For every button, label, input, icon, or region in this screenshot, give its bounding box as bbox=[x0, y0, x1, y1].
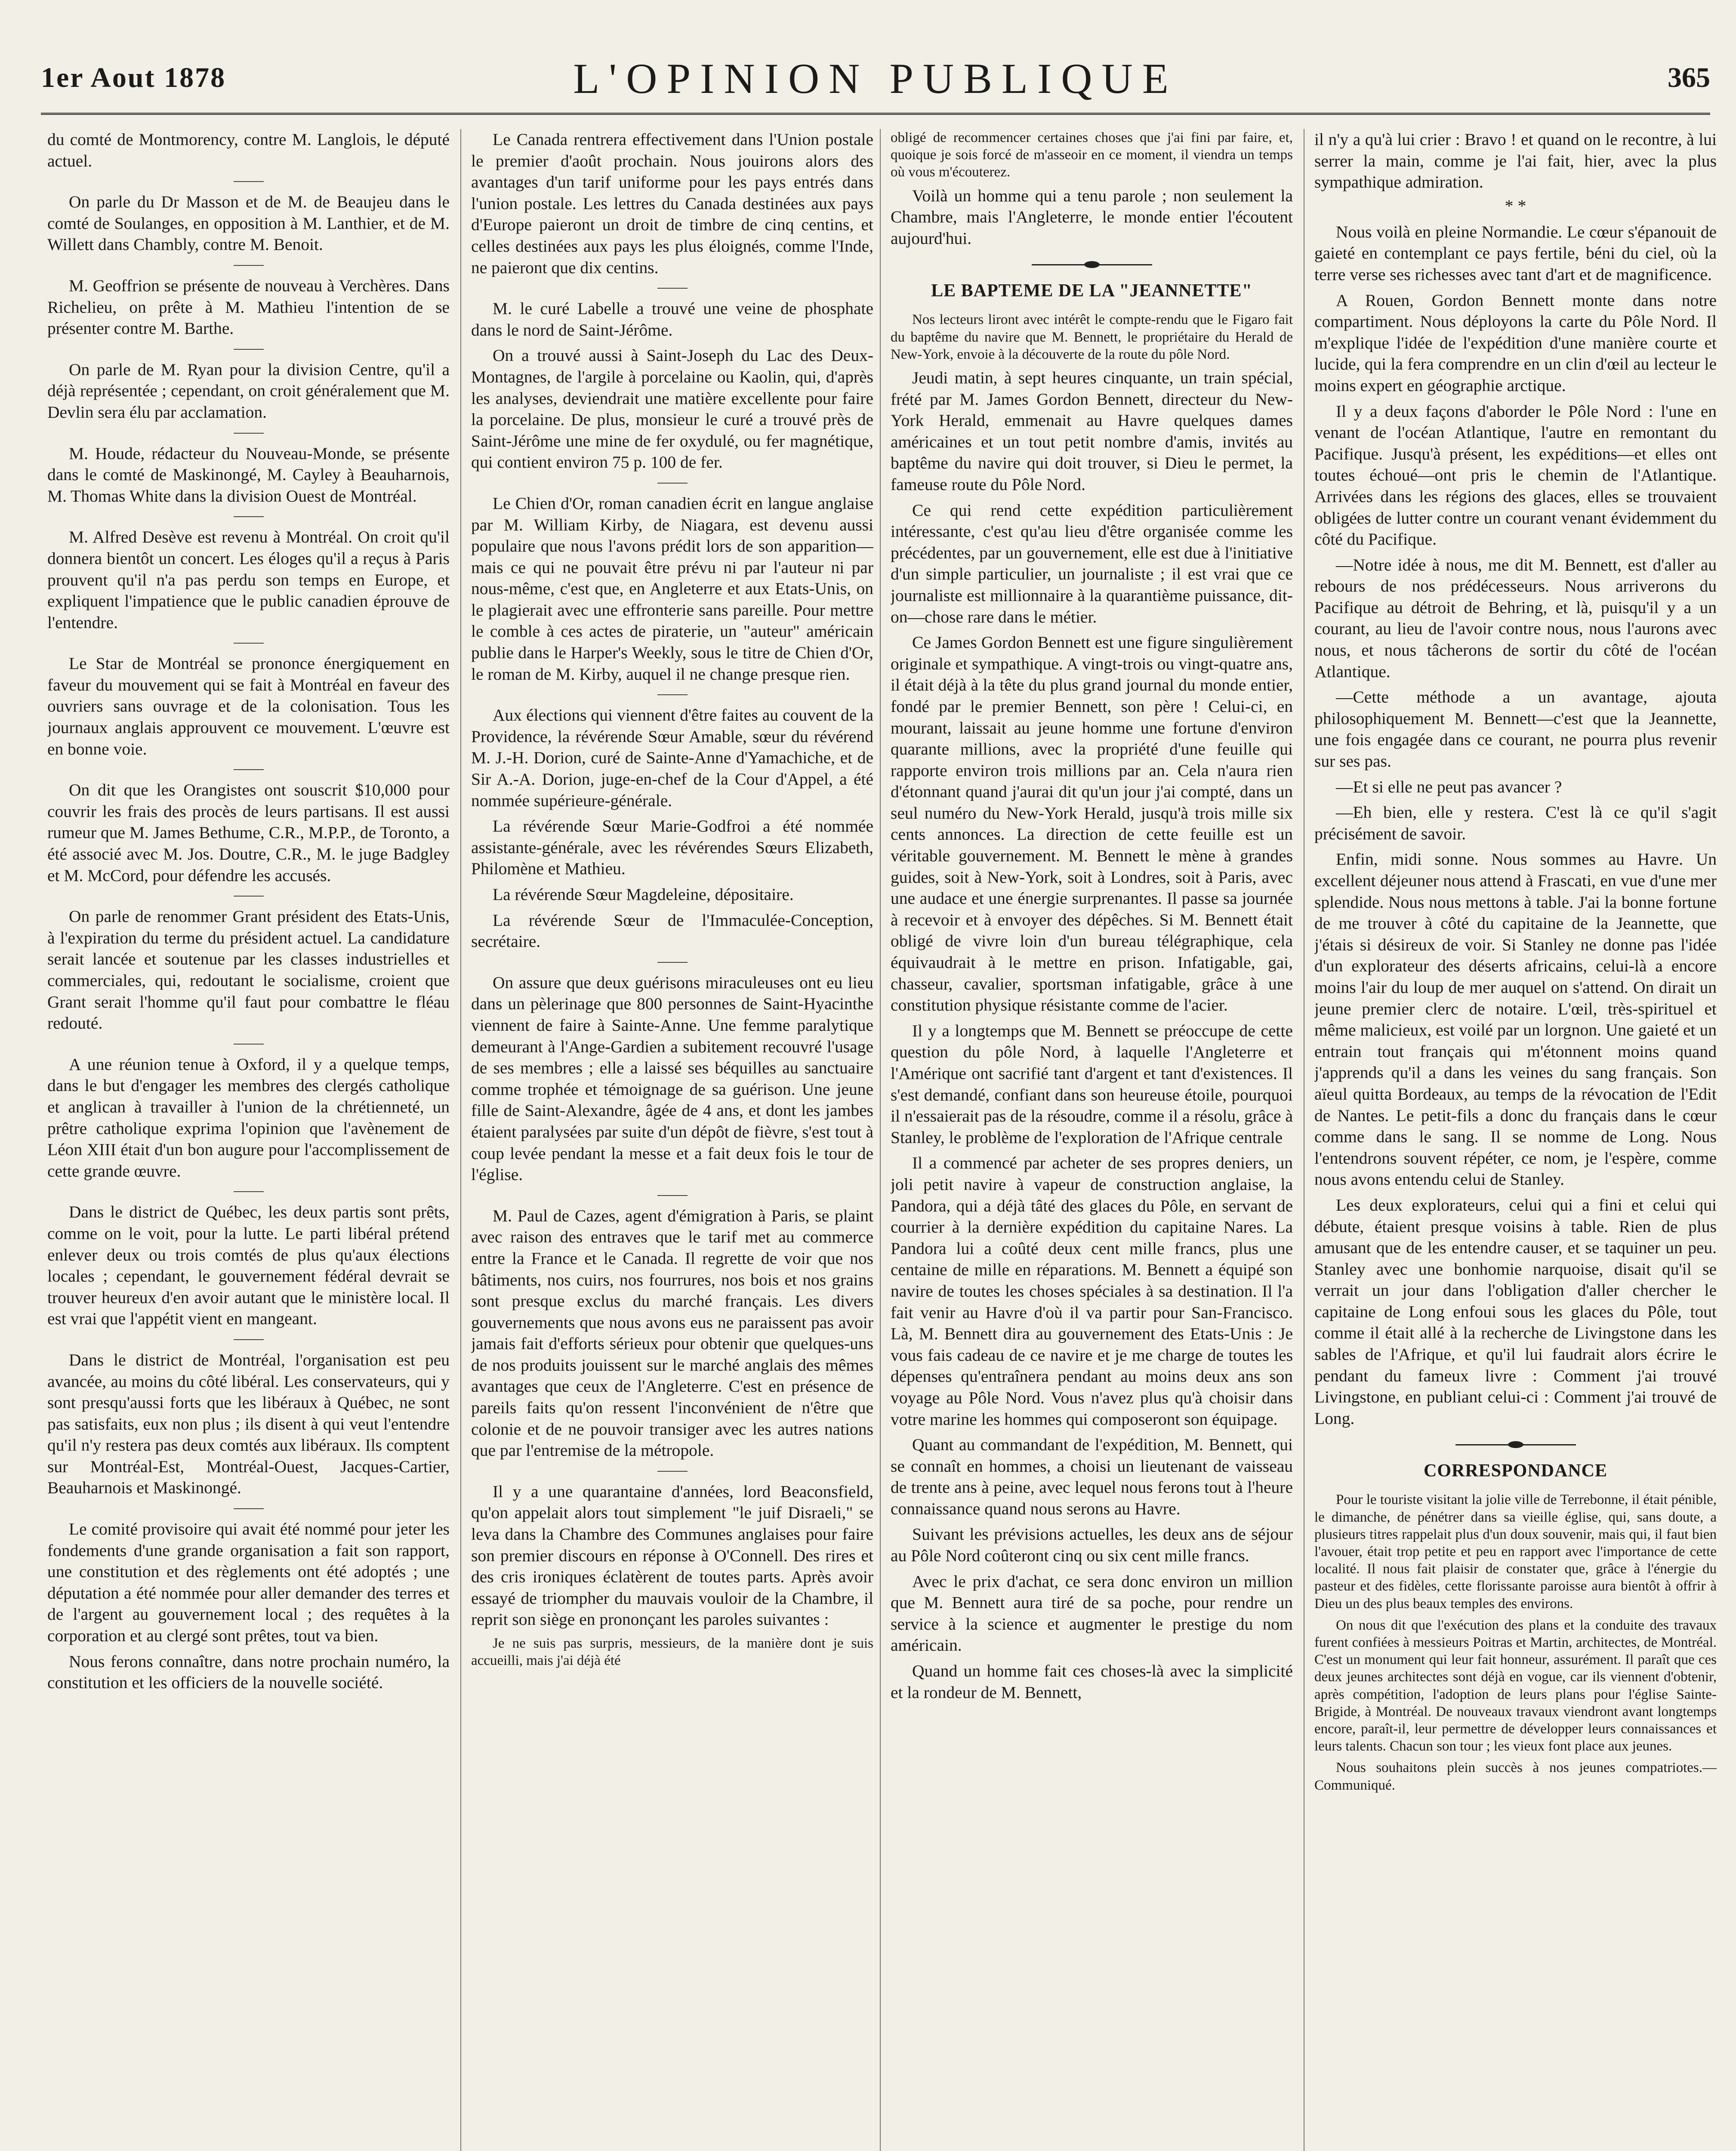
article-paragraph: Il y a longtemps que M. Bennett se préoccupe de cette question du pôle Nord, à laquelle l'Angleterre et l'Amérique ont sacrifié tant d'argent et tant d'existences. Il s'est demandé, confiant dans son heureuse étoile, pourquoi il n'essaierait pas de la résoudre, comme il a résolu, grâce à Stanley, le problème de l'exploration de l'Afrique centrale bbox=[891, 1021, 1293, 1147]
correspondence-paragraph: On nous dit que l'exécution des plans et la conduite des travaux furent confiées à messieurs Poitras et Martin, architectes, de Montréal. C'est un monument qui leur fait honneur, assurément. Il paraît que ces deux jeunes architectes sont déjà en vogue, car ils viennent d'obtenir, après compétition, l'adoption de leurs plans pour l'église Sainte-Brigide, à Montréal. De nouveaux travaux viendront avant longtemps encore, paraît-il, leur permettre de développer leurs connaissances et leurs talents. Chacun son tour ; les vieux font place aux jeunes. bbox=[1314, 1617, 1717, 1754]
ornament-rule bbox=[1455, 1441, 1576, 1448]
quotation: Je ne suis pas surpris, messieurs, de la manière dont je suis accueilli, mais j'ai déjà été bbox=[471, 1636, 873, 1669]
article-paragraph: Les deux explorateurs, celui qui a fini et celui qui débute, étaient presque voisins à table. Rien de plus amusant que de les entendre causer, et se taquiner un peu. Stanley avec une bonhomie narquoise, disait qu'il se verrait un jour dans l'obligation d'aller chercher le capitaine de Long enfoui sous les glaces du Pôle, tout comme il était allé à la recherche de Livingstone dans les sables de l'Afrique, et qu'il lui faudrait alors écrire le pendant du fameux livre : Comment j'ai trouvé Livingstone, en publiant celui-ci : Comment j'ai trouvé de Long. bbox=[1314, 1195, 1717, 1428]
article-headline: LE BAPTEME DE LA "JEANNETTE" bbox=[931, 281, 1252, 301]
article-paragraph: Quant au commandant de l'expédition, M. Bennett, qui se connaît en hommes, a choisi un lieutenant de vaisseau de trente ans à peine, avec lequel nous ferons tout à l'heure connaissance quand nous serons au Havre. bbox=[891, 1435, 1293, 1518]
news-item: Voilà un homme qui a tenu parole ; non seulement la Chambre, mais l'Angleterre, le monde entier l'écoutent aujourd'hui. bbox=[891, 186, 1293, 248]
news-item: M. Houde, rédacteur du Nouveau-Monde, se présente dans le comté de Maskinongé, M. Cayley à Beauharnois, M. Thomas White dans la division Ouest de Montréal. bbox=[47, 444, 450, 505]
section-stars: * * bbox=[1505, 196, 1526, 216]
separator bbox=[657, 483, 688, 484]
news-item: Dans le district de Québec, les deux partis sont prêts, comme on le voit, pour la lutte. Le parti libéral prétend enlever deux ou trois comtés de plus qu'aux élections locales ; cependant, le gouvernement fédéral devrait se trouver heureux d'en avoir autant que le ministère local. Il est vrai que l'appétit vient en mangeant. bbox=[47, 1202, 450, 1328]
news-item: On parle du Dr Masson et de M. de Beaujeu dans le comté de Soulanges, en opposition à M. Lanthier, et de M. Willett dans Chambly, contre M. Benoit. bbox=[47, 192, 450, 254]
column-rule bbox=[460, 129, 461, 2151]
separator bbox=[657, 694, 688, 695]
quotation: obligé de recommencer certaines choses que j'ai fini par faire, et, quoique je sois forcé de m'asseoir en ce moment, il viendra un temps où vous m'écouterez. bbox=[891, 130, 1293, 180]
news-item: Le Chien d'Or, roman canadien écrit en langue anglaise par M. William Kirby, de Niagara, est devenu aussi populaire que nous l'avons prédit lors de son apparition—mais ce qui ne pouvait être prévu ni par l'auteur ni par nous-même, c'est que, en Angleterre et aux Etats-Unis, on le plagierait avec une effronterie sans pareille. Pour mettre le comble à ces actes de piraterie, un "auteur" américain publie dans le Harper's Weekly, sous le titre de Chien d'Or, le roman de M. Kirby, auquel il ne change presque rien. bbox=[471, 493, 873, 684]
separator bbox=[234, 265, 264, 266]
column-2 bbox=[471, 129, 873, 2151]
article-lede: Nos lecteurs liront avec intérêt le compte-rendu que le Figaro fait du baptême du navire que M. Bennett, le propriétaire du Herald de New-York, envoie à la découverte de la route du pôle Nord. bbox=[891, 312, 1293, 362]
separator bbox=[234, 1508, 264, 1509]
news-item: On a trouvé aussi à Saint-Joseph du Lac des Deux-Montagnes, de l'argile à porcelaine ou Kaolin, qui, d'après les analyses, deviendrait une matière excellente pour faire la porcelaine. De plus, monsieur le curé a trouvé près de Saint-Jérôme une mine de fer oxydulé, ou fer magnétique, qui contient environ 75 p. 100 de fer. bbox=[471, 346, 873, 472]
separator bbox=[657, 1471, 688, 1472]
news-item: Nous ferons connaître, dans notre prochain numéro, la constitution et les officiers de la nouvelle société. bbox=[47, 1652, 450, 1692]
news-item: M. le curé Labelle a trouvé une veine de phosphate dans le nord de Saint-Jérôme. bbox=[471, 299, 873, 339]
news-item: Il y a une quarantaine d'années, lord Beaconsfield, qu'on appelait alors tout simplement "le juif Disraeli," se leva dans la Chambre des Communes anglaises pour faire son premier discours en réponse à O'Connell. Des rires et des cris ironiques éclatèrent de toutes parts. Après avoir essayé de triompher du mauvais vouloir de la Chambre, il reprit son siège en prononçant les paroles suivantes : bbox=[471, 1482, 873, 1629]
news-item: On assure que deux guérisons miraculeuses ont eu lieu dans un pèlerinage que 800 personnes de Saint-Hyacinthe viennent de faire à Sainte-Anne. Une femme paralytique demeurant à l'Ange-Gardien a subitement recouvré l'usage de ses membres ; elle a laissé ses béquilles au sanctuaire comme trophée et témoignage de sa guérison. Une jeune fille de Saint-Alexandre, âgée de 4 ans, et dont les jambes étaient paralysées par suite d'un dépôt de fièvre, s'est tout à coup levée pendant la messe et a fait deux fois le tour de l'église. bbox=[471, 973, 873, 1184]
news-item: M. Paul de Cazes, agent d'émigration à Paris, se plaint avec raison des entraves que le tarif met au commerce entre la France et le Canada. Il regrette de voir que nos bâtiments, nos cuirs, nos fourrures, nos bois et nos grains sont presque exclus du marché français. Les divers gouvernements que nous avons eus ne paraissent pas avoir jamais fait d'efforts sérieux pour obtenir que quelques-uns de nos produits jouissent sur le marché anglais des mêmes avantages que ceux de l'Angleterre. C'est en présence de pareils faits qu'on ressent l'inconvénient de n'être que colonie et de ne pouvoir transiger avec les autres nations que par l'entremise de la métropole. bbox=[471, 1206, 873, 1460]
article-paragraph: Ce James Gordon Bennett est une figure singulièrement originale et sympathique. A vingt-trois ou vingt-quatre ans, il était déjà à la tête du plus grand journal du monde entier, fondé par le premier Bennett, son père ! Celui-ci, en mourant, laissait au jeune homme une fortune d'environ quarante millions, avec la propriété d'une feuille qui rapporte environ trois millions par an. Cela n'aura rien d'étonnant quand j'aurai dit qu'un jour j'ai compté, dans un seul numéro du New-York Herald, jusqu'à trois mille six cents annonces. La direction de cette feuille est un véritable gouvernement. M. Bennett le mène à grandes guides, soit à New-York, soit à Londres, soit à Paris, avec une audace et une énergie surprenantes. Il passe sa journée à recevoir et à envoyer des dépêches. Si M. Bennett était obligé de vivre loin d'un bureau télégraphique, cela équivaudrait à le mettre en prison. Infatigable, gai, chasseur, cavalier, sportsman infatigable, grâce à une constitution physique résistante comme de l'acier. bbox=[891, 633, 1293, 1015]
news-item: Aux élections qui viennent d'être faites au couvent de la Providence, la révérende Sœur Amable, sœur du révérend M. J.-H. Dorion, curé de Sainte-Anne d'Yamachiche, et de Sir A.-A. Dorion, juge-en-chef de la Cour d'Appel, a été nommée supérieure-générale. bbox=[471, 706, 873, 810]
correspondence-paragraph: Nous souhaitons plein succès à nos jeunes compatriotes.—Communiqué. bbox=[1314, 1760, 1717, 1793]
separator bbox=[234, 896, 264, 897]
separator bbox=[234, 516, 264, 517]
column-rule bbox=[880, 129, 881, 2151]
separator bbox=[234, 643, 264, 644]
separator bbox=[234, 1339, 264, 1340]
separator bbox=[234, 1044, 264, 1045]
separator bbox=[657, 288, 688, 289]
correspondence-paragraph: Pour le touriste visitant la jolie ville de Terrebonne, il était pénible, le dimanche, de pénétrer dans sa vieille église, qui, sans doute, a plusieurs titres rappelait plus d'un doux souvenir, mais qui, il faut bien l'avouer, était trop petite et peu en rapport avec l'importance de cette localité. Il nous fait plaisir de constater que, grâce à l'énergie du pasteur et des fidèles, cette florissante paroisse aura bientôt à offrir à Dieu un des plus beaux temples des environs. bbox=[1314, 1492, 1717, 1612]
column-3 bbox=[891, 129, 1293, 2151]
article-paragraph: Quand un homme fait ces choses-là avec la simplicité et la rondeur de M. Bennett, bbox=[891, 1661, 1293, 1702]
news-item: La révérende Sœur Marie-Godfroi a été nommée assistante-générale, avec les révérendes Sœurs Elizabeth, Philomène et Mathieu. bbox=[471, 817, 873, 878]
article-paragraph: A Rouen, Gordon Bennett monte dans notre compartiment. Nous déployons la carte du Pôle Nord. Il m'explique l'idée de l'expédition d'une manière courte et lucide, qui la fera comprendre en un clin d'œil au lecteur le moins expert en géographie arctique. bbox=[1314, 290, 1717, 395]
section-headline: CORRESPONDANCE bbox=[1423, 1461, 1608, 1481]
separator bbox=[234, 1191, 264, 1192]
separator bbox=[234, 769, 264, 770]
news-item: Le Star de Montréal se prononce énergiquement en faveur du mouvement qui se fait à Montréal en faveur des ouvriers sans ouvrage et de la colonisation. Tous les journaux anglais approuvent ce mouvement. L'œuvre est en bonne voie. bbox=[47, 654, 450, 758]
newspaper-title: L'OPINION PUBLIQUE bbox=[573, 55, 1178, 102]
news-item: On parle de M. Ryan pour la division Centre, qu'il a déjà représentée ; cependant, on croit généralement que M. Devlin sera élu par acclamation. bbox=[47, 360, 450, 422]
article-paragraph: Nous voilà en pleine Normandie. Le cœur s'épanouit de gaieté en contemplant ce pays fertile, béni du ciel, où la terre verse ses richesses avec tant d'art et de magnificence. bbox=[1314, 222, 1717, 284]
article-paragraph: —Eh bien, elle y restera. C'est là ce qu'il s'agit précisément de savoir. bbox=[1314, 803, 1717, 843]
article-paragraph: —Et si elle ne peut pas avancer ? bbox=[1336, 777, 1562, 796]
news-item: Le Canada rentrera effectivement dans l'Union postale le premier d'août prochain. Nous jouirons alors des avantages d'un tarif uniforme pour les pays entrés dans l'union postale. Les lettres du Canada destinées aux pays d'Europe paieront un droit de timbre de cinq centins, et celles destinées aux pays les plus éloignés, comme l'Inde, ne paieront que dix centins. bbox=[471, 130, 873, 277]
news-item: La révérende Sœur de l'Immaculée-Conception, secrétaire. bbox=[471, 910, 873, 951]
separator bbox=[234, 181, 264, 182]
article-paragraph: Enfin, midi sonne. Nous sommes au Havre. Un excellent déjeuner nous attend à Frascati, en vue d'une mer splendide. Nous nous mettons à table. J'ai la bonne fortune de me trouver à côté du capitaine de la Jeannette, que j'étais si désireux de voir. Si Stanley ne donne pas l'idée d'un explorateur des déserts africains, celui-là a encore moins l'air du loup de mer auquel on s'attend. On dirait un jeune premier clerc de notaire. L'œil, très-spirituel et même malicieux, est voilé par un lorgnon. Une gaieté et un entrain tout français qui m'étonnent moins quand j'apprends qu'il a dans les veines du sang français. Son aïeul quitta Bordeaux, au temps de la révocation de l'Edit de Nantes. Le petit-fils a donc du français dans le cœur comme dans le sang. Il se nomme de Long. Nous l'entendrons souvent répéter, ce nom, je l'espère, comme nous avons entendu celui de Stanley. bbox=[1314, 850, 1717, 1189]
article-paragraph: Jeudi matin, à sept heures cinquante, un train spécial, frété par M. James Gordon Bennett, directeur du New-York Herald, emmenait au Havre quelques dames américaines et un tout petit nombre d'amis, invités au baptême du navire qui doit trouver, si Dieu le permet, la fameuse route du Pôle Nord. bbox=[891, 368, 1293, 494]
separator bbox=[657, 962, 688, 963]
ornament-rule bbox=[1032, 261, 1152, 268]
page-number: 365 bbox=[1668, 62, 1710, 93]
news-item: La révérende Sœur Magdeleine, dépositaire. bbox=[493, 885, 794, 904]
article-paragraph: Suivant les prévisions actuelles, les deux ans de séjour au Pôle Nord coûteront cinq ou six cent mille francs. bbox=[891, 1525, 1293, 1565]
masthead-rule bbox=[41, 113, 1710, 115]
article-paragraph: Ce qui rend cette expédition particulièrement intéressante, c'est qu'au lieu d'être organisée comme les précédentes, par un gouvernement, elle est due à l'initiative d'un simple particulier, un journaliste ; il est vrai que ce journaliste est millionnaire à la quarantième puissance, dit-on—chose rare dans le métier. bbox=[891, 500, 1293, 626]
news-item: M. Alfred Desève est revenu à Montréal. On croit qu'il donnera bientôt un concert. Les éloges qu'il a reçus à Paris prouvent qu'il n'a pas perdu son temps en Europe, et expliquent l'impatience que le public canadien éprouve de l'entendre. bbox=[47, 527, 450, 632]
separator bbox=[234, 349, 264, 350]
column-4 bbox=[1314, 129, 1717, 2151]
article-paragraph: —Notre idée à nous, me dit M. Bennett, est d'aller au rebours de nos prédécesseurs. Nous arriverons du Pacifique au détroit de Behring, et là, puisqu'il y a un courant, au lieu de l'avoir contre nous, nous l'aurons avec nous, et nous tâcherons de sortir du côté de l'océan Atlantique. bbox=[1314, 555, 1717, 681]
column-1 bbox=[47, 129, 450, 2151]
masthead bbox=[41, 54, 1710, 110]
issue-date: 1er Aout 1878 bbox=[41, 62, 226, 93]
separator bbox=[657, 1195, 688, 1196]
news-item: A une réunion tenue à Oxford, il y a quelque temps, dans le but d'engager les membres des clergés catholique et anglican à travailler à l'union de la chrétienneté, un prêtre catholique exprima l'opinion que l'avènement de Léon XIII était d'un bon augure pour l'accomplissement de cette grande œuvre. bbox=[47, 1054, 450, 1180]
separator bbox=[234, 433, 264, 434]
news-item: On parle de renommer Grant président des Etats-Unis, à l'expiration du terme du président actuel. La candidature serait lancée et soutenue par les classes industrielles et commerciales, qui, redoutant le socialisme, croient que Grant serait l'homme qu'il faut pour combattre le fléau redouté. bbox=[47, 907, 450, 1033]
news-item: On dit que les Orangistes ont souscrit $10,000 pour couvrir les frais des procès de leurs partisans. Il est aussi rumeur que M. James Bethume, C.R., M.P.P., de Toronto, a été associé avec M. Jos. Doutre, C.R., M. le juge Badgley et M. McCord, pour défendre les accusés. bbox=[47, 780, 450, 885]
article-paragraph: —Cette méthode a un avantage, ajouta philosophiquement M. Bennett—c'est que la Jeannette, une fois engagée dans ce courant, ne pourra plus revenir sur ses pas. bbox=[1314, 687, 1717, 771]
article-paragraph: il n'y a qu'à lui crier : Bravo ! et quand on le recontre, à lui serrer la main, comme je l'ai fait, hier, avec la plus sympathique admiration. bbox=[1314, 130, 1717, 192]
news-item: Le comité provisoire qui avait été nommé pour jeter les fondements d'une grande organisation a fait son rapport, une constitution et des règlements ont été adoptés ; une députation a été nommée pour aller demander des terres et de l'argent au gouvernement local ; des requêtes à la corporation et au clergé sont prêtes, tout va bien. bbox=[47, 1519, 450, 1646]
news-item: Dans le district de Montréal, l'organisation est peu avancée, au moins du côté libéral. Les conservateurs, qui y sont presqu'aussi forts que les libéraux à Québec, ne sont pas satisfaits, eux non plus ; ils disent à qui veut l'entendre qu'il n'y restera pas deux comtés aux libéraux. Ils comptent sur Montréal-Est, Montréal-Ouest, Jacques-Cartier, Beauharnois et Maskinongé. bbox=[47, 1350, 450, 1498]
article-paragraph: Avec le prix d'achat, ce sera donc environ un million que M. Bennett aura tiré de sa poche, pour rendre un service à la science et augmenter le prestige du nom américain. bbox=[891, 1572, 1293, 1655]
article-paragraph: Il a commencé par acheter de ses propres deniers, un joli petit navire à vapeur de construction anglaise, la Pandora, qui a déjà tâté des glaces du Pôle, en servant de courrier à la dernière expédition du capitaine Nares. La Pandora lui a coûté deux cent mille francs, plus une centaine de mille en réparations. M. Bennett a équipé son navire de toutes les choses spéciales à sa destination. Il l'a fait venir au Havre d'où il va partir pour San-Francisco. Là, M. Bennett dira au gouvernement des Etats-Unis : Je vous fais cadeau de ce navire et je me charge de toutes les dépenses qu'entraînera pendant au moins deux ans son voyage au Pôle Nord. Vous n'avez plus qu'à choisir dans votre marine les hommes qui composeront son équipage. bbox=[891, 1153, 1293, 1429]
news-item: du comté de Montmorency, contre M. Langlois, le député actuel. bbox=[47, 130, 450, 170]
article-paragraph: Il y a deux façons d'aborder le Pôle Nord : l'une en venant de l'océan Atlantique, l'autre en remontant du Pacifique. Jusqu'à présent, les expéditions—et elles ont toutes échoué—ont pris le chemin de l'Atlantique. Arrivées dans les régions des glaces, elles se trouvaient obligées de lutter contre un courant venant évidemment du côté du Pacifique. bbox=[1314, 401, 1717, 549]
news-item: M. Geoffrion se présente de nouveau à Verchères. Dans Richelieu, on prête à M. Mathieu l'intention de se présenter contre M. Barthe. bbox=[47, 276, 450, 338]
